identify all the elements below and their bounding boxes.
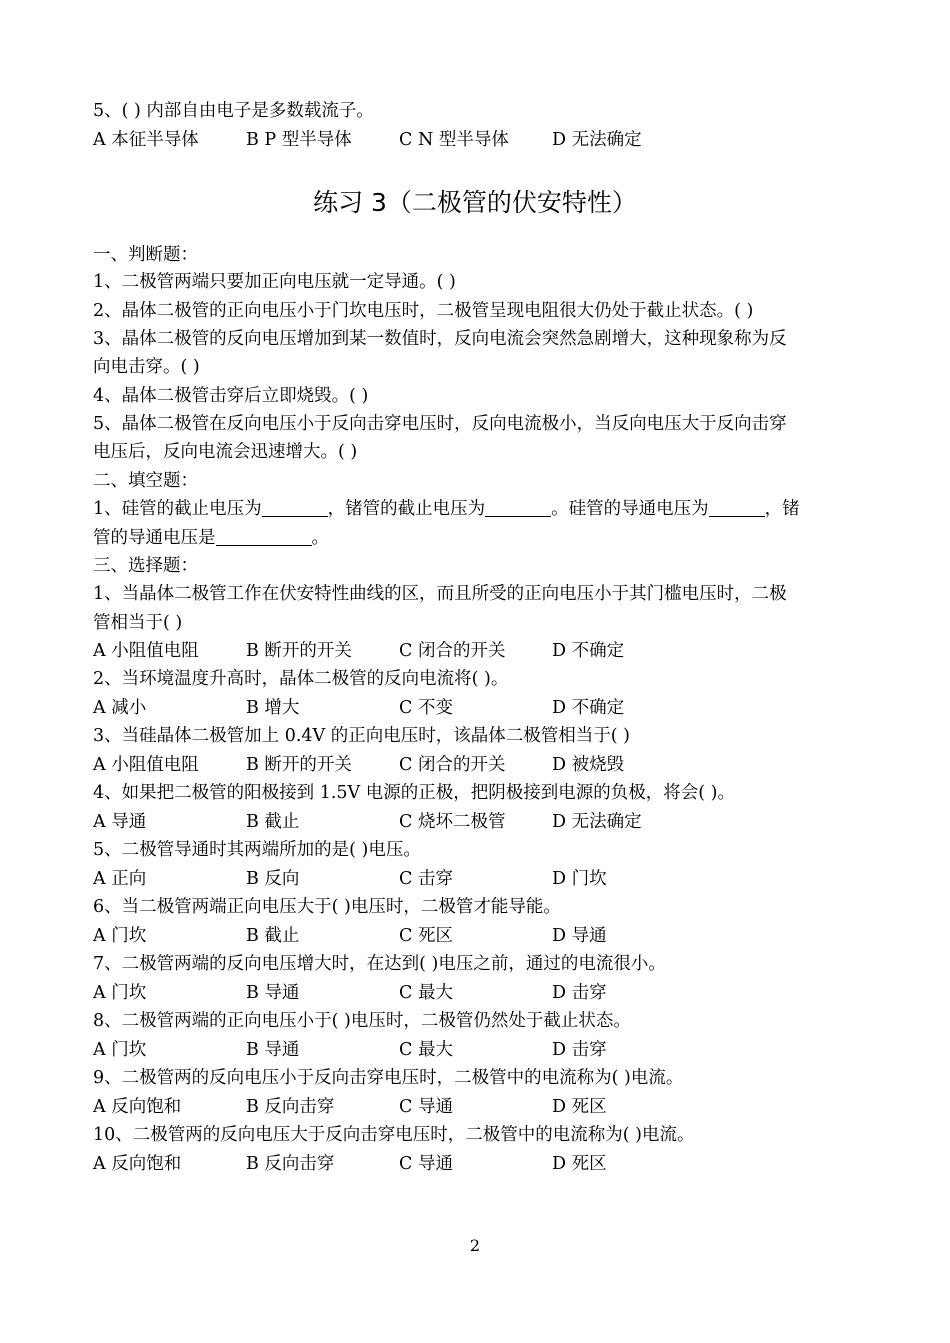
- option-c: C N 型半导体: [399, 130, 509, 150]
- option-c: C 闭合的开关: [399, 755, 506, 775]
- choice-heading: 三、选择题：: [93, 556, 198, 576]
- choice-q5: 5、二极管导通时其两端所加的是( )电压。: [93, 840, 421, 860]
- option-c: C 击穿: [399, 869, 453, 889]
- choice-q9: 9、二极管两的反向电压小于反向击穿电压时，二极管中的电流称为( )电流。: [93, 1068, 684, 1088]
- option-b: B 导通: [246, 983, 300, 1003]
- option-b: B 导通: [246, 1040, 300, 1060]
- fill-heading: 二、填空题：: [93, 471, 198, 491]
- choice-q3: 3、当硅晶体二极管加上 0.4V 的正向电压时，该晶体二极管相当于( ): [93, 726, 630, 746]
- option-a: A 正向: [93, 869, 147, 889]
- option-b: B 截止: [246, 812, 300, 832]
- option-c: C 不变: [399, 698, 453, 718]
- fill-text: ，锗管的截止电压为: [327, 499, 486, 519]
- option-a: A 减小: [93, 698, 147, 718]
- option-b: B 增大: [246, 698, 300, 718]
- judge-item-4: 4、晶体二极管击穿后立即烧毁。( ): [93, 386, 369, 406]
- option-d: D 导通: [552, 926, 607, 946]
- fill-text: 1、硅管的截止电压为: [93, 499, 262, 519]
- option-c: C 烧坏二极管: [399, 812, 506, 832]
- judge-item-5: 5、晶体二极管在反向电压小于反向击穿电压时，反向电流极小，当反向电压大于反向击穿: [93, 414, 787, 434]
- option-d: D 门坎: [552, 869, 607, 889]
- option-b: B 截止: [246, 926, 300, 946]
- option-a: A 小阻值电阻: [93, 755, 199, 775]
- option-b: B 反向: [246, 869, 300, 889]
- option-c: C 最大: [399, 983, 453, 1003]
- option-d: D 死区: [552, 1097, 607, 1117]
- judge-item-3-cont: 向电击穿。( ): [93, 357, 200, 377]
- judge-item-2: 2、晶体二极管的正向电压小于门坎电压时，二极管呈现电阻很大仍处于截止状态。( ): [93, 301, 754, 321]
- option-a: A 门坎: [93, 1040, 147, 1060]
- fill-blank[interactable]: [709, 496, 765, 517]
- fill-blank[interactable]: [485, 496, 551, 517]
- fill-item-1: [93, 495, 860, 523]
- option-b: B P 型半导体: [246, 130, 352, 150]
- fill-text: ，锗: [764, 499, 800, 519]
- option-b: B 断开的开关: [246, 755, 352, 775]
- fill-blank[interactable]: [262, 496, 328, 517]
- option-d: D 不确定: [552, 698, 625, 718]
- fill-text: 。: [311, 528, 329, 548]
- option-b: B 断开的开关: [246, 641, 352, 661]
- option-a: A 反向饱和: [93, 1097, 182, 1117]
- choice-q7: 7、二极管两端的反向电压增大时，在达到( )电压之前，通过的电流很小。: [93, 954, 666, 974]
- question-5-prev: 5、( ) 内部自由电子是多数载流子。: [93, 101, 374, 121]
- choice-q1-cont: 管相当于( ): [93, 613, 183, 633]
- option-d: D 被烧毁: [552, 755, 625, 775]
- choice-q4: 4、如果把二极管的阳极接到 1.5V 电源的正极，把阴极接到电源的负极，将会( )。: [93, 783, 735, 803]
- option-d: D 击穿: [552, 1040, 607, 1060]
- fill-text: 管的导通电压是: [93, 528, 216, 548]
- option-d: D 无法确定: [552, 812, 642, 832]
- choice-q1: 1、当晶体二极管工作在伏安特性曲线的区，而且所受的正向电压小于其门槛电压时，二极: [93, 584, 787, 604]
- choice-q6: 6、当二极管两端正向电压大于( )电压时，二极管才能导能。: [93, 897, 561, 917]
- page-number: 2: [469, 1236, 481, 1255]
- option-c: C 导通: [399, 1097, 453, 1117]
- fill-blank[interactable]: [216, 525, 312, 546]
- option-c: C 闭合的开关: [399, 641, 506, 661]
- option-d: D 不确定: [552, 641, 625, 661]
- fill-item-1-cont: [93, 524, 860, 552]
- option-a: A 本征半导体: [93, 130, 199, 150]
- option-c: C 最大: [399, 1040, 453, 1060]
- option-d: D 无法确定: [552, 130, 642, 150]
- option-c: C 导通: [399, 1154, 453, 1174]
- choice-q10: 10、二极管两的反向电压大于反向击穿电压时，二极管中的电流称为( )电流。: [93, 1125, 695, 1145]
- choice-q8: 8、二极管两端的正向电压小于( )电压时，二极管仍然处于截止状态。: [93, 1011, 631, 1031]
- judge-item-1: 1、二极管两端只要加正向电压就一定导通。( ): [93, 272, 456, 292]
- option-b: B 反向击穿: [246, 1097, 335, 1117]
- section-title: 练习 3（二极管的伏安特性）: [313, 188, 637, 217]
- option-d: D 死区: [552, 1154, 607, 1174]
- option-a: A 小阻值电阻: [93, 641, 199, 661]
- option-c: C 死区: [399, 926, 453, 946]
- fill-text: 。硅管的导通电压为: [551, 499, 709, 519]
- judge-item-5-cont: 电压后，反向电流会迅速增大。( ): [93, 442, 358, 462]
- option-a: A 导通: [93, 812, 147, 832]
- option-b: B 反向击穿: [246, 1154, 335, 1174]
- option-a: A 门坎: [93, 983, 147, 1003]
- choice-q2: 2、当环境温度升高时，晶体二极管的反向电流将( )。: [93, 669, 509, 689]
- judge-heading: 一、判断题：: [93, 245, 198, 265]
- judge-item-3: 3、晶体二极管的反向电压增加到某一数值时，反向电流会突然急剧增大，这种现象称为反: [93, 329, 787, 349]
- option-a: A 门坎: [93, 926, 147, 946]
- option-d: D 击穿: [552, 983, 607, 1003]
- option-a: A 反向饱和: [93, 1154, 182, 1174]
